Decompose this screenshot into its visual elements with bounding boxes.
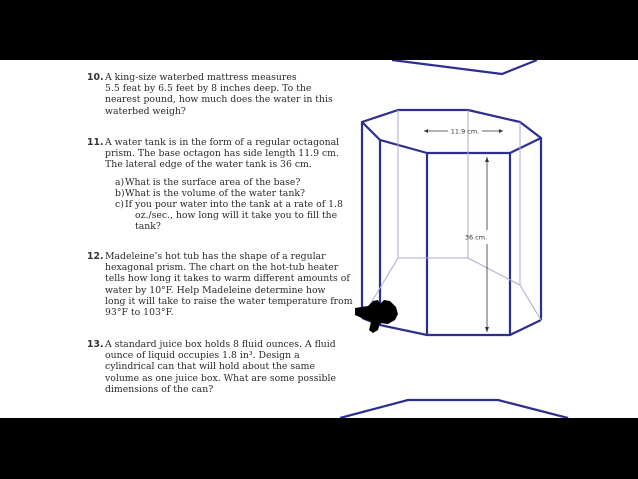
problem-line: The lateral edge of the water tank is 36 cm.	[105, 159, 312, 171]
height-label: 36 cm.	[464, 233, 488, 242]
problem-number: 12.	[87, 251, 104, 262]
problem-line: long it will take to raise the water temperature from	[105, 295, 353, 307]
problem-line: waterbed weigh?	[105, 105, 186, 117]
octagonal-tank-figure	[0, 60, 638, 418]
problem-number: 13.	[87, 339, 104, 350]
problem-line: nearest pound, how much does the water in this	[105, 94, 333, 106]
problem-number: 10.	[87, 72, 104, 83]
problem-line: A standard juice box holds 8 fluid ounces. A fluid	[105, 339, 336, 350]
part-label: c)	[115, 199, 124, 211]
problem-line: 93°F to 103°F.	[105, 307, 174, 319]
problem-line: Madeleine’s hot tub has the shape of a regular	[105, 251, 326, 262]
problem-line: prism. The base octagon has side length 11.9 cm.	[105, 148, 339, 160]
tank-outline	[340, 60, 568, 418]
side-length-label: 11.9 cm.	[450, 127, 480, 136]
part-text: What is the volume of the water tank?	[125, 187, 305, 199]
part-label: a)	[115, 176, 125, 188]
problem-line: hexagonal prism. The chart on the hot-tub heater	[105, 262, 339, 274]
part-text: If you pour water into the tank at a rate of 1.8	[125, 199, 343, 211]
part-text: What is the surface area of the base?	[125, 176, 301, 188]
problem-line: A king-size waterbed mattress measures	[105, 72, 297, 83]
problem-number: 11.	[87, 137, 104, 148]
problem-line: A water tank is in the form of a regular octagonal	[105, 137, 340, 148]
problem-line: tells how long it takes to warm different amounts of	[105, 273, 350, 285]
problem-line: volume as one juice box. What are some possible	[105, 372, 336, 384]
problem-line: dimensions of the can?	[105, 383, 214, 395]
problem-line: ounce of liquid occupies 1.8 in³. Design a	[105, 350, 300, 362]
problem-line: water by 10°F. Help Madeleine determine how	[105, 284, 326, 296]
part-text-continued: oz./sec., how long will it take you to fill the tank?	[135, 210, 338, 233]
side-length-dimension	[424, 128, 503, 136]
problem-line: 5.5 feat by 6.5 feet by 8 inches deep. To the	[105, 83, 312, 95]
partial-prism-bottom	[340, 400, 568, 418]
part-label: b)	[115, 187, 125, 199]
problem-line: cylindrical can that will hold about the same	[105, 361, 315, 373]
partial-prism-top	[392, 60, 537, 74]
textbook-page	[0, 60, 638, 418]
